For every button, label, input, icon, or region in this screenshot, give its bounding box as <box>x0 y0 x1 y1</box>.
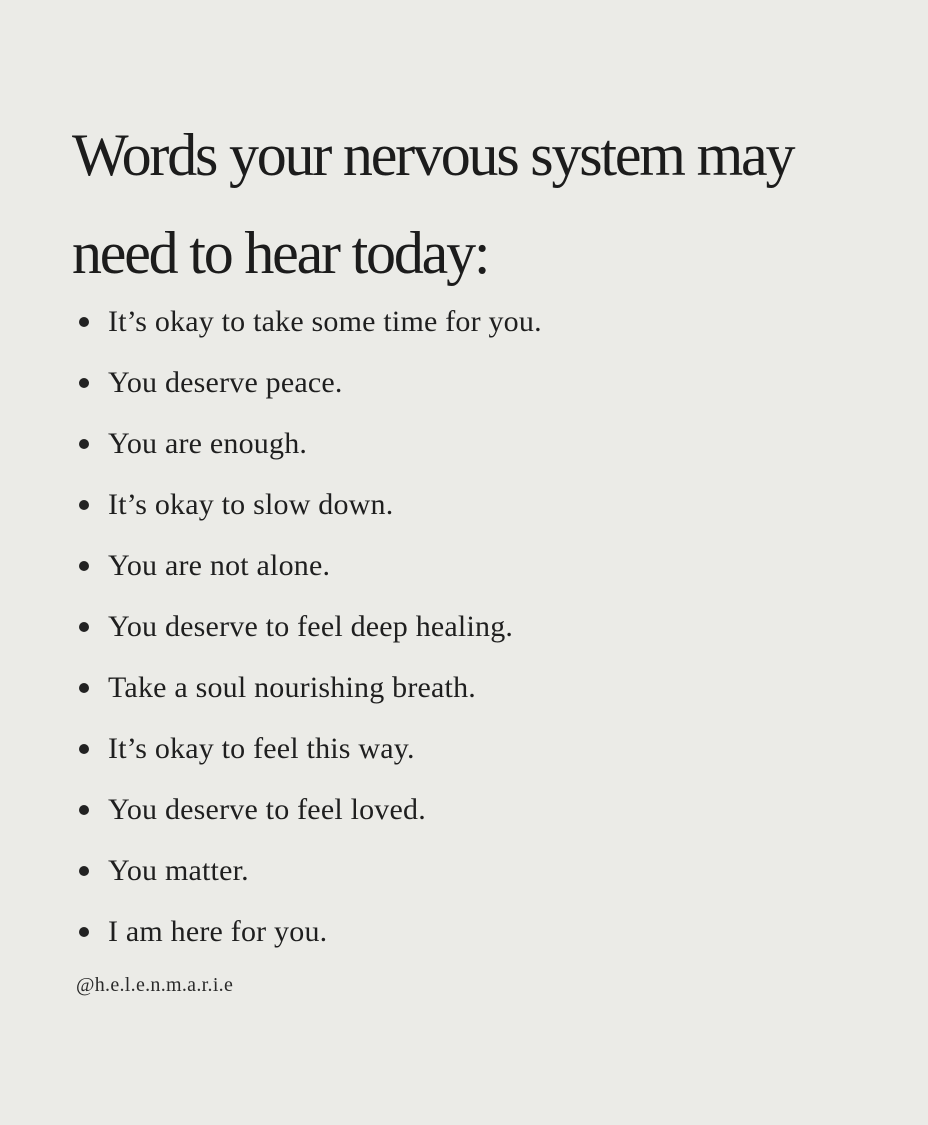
list-item-text: You are not alone. <box>108 549 331 582</box>
list-item <box>76 291 542 352</box>
list-item-text: Take a soul nourishing breath. <box>108 671 476 704</box>
bullet-icon <box>79 317 89 327</box>
list-item <box>76 474 542 535</box>
list-item-text: It’s okay to feel this way. <box>108 732 415 765</box>
bullet-icon <box>79 866 89 876</box>
bullet-icon <box>79 927 89 937</box>
list-item <box>76 352 542 413</box>
list-item-text: You deserve peace. <box>108 366 343 399</box>
list-item <box>76 901 542 962</box>
list-item-text: It’s okay to take some time for you. <box>108 305 542 338</box>
author-handle: @h.e.l.e.n.m.a.r.i.e <box>76 974 234 996</box>
list-item-text: You deserve to feel loved. <box>108 793 426 826</box>
list-item <box>76 840 542 901</box>
bullet-icon <box>79 744 89 754</box>
list-item <box>76 718 542 779</box>
bullet-icon <box>79 561 89 571</box>
list-item-text: You are enough. <box>108 427 308 460</box>
bullet-icon <box>79 622 89 632</box>
list-item-text: It’s okay to slow down. <box>108 488 394 521</box>
list-item <box>76 779 542 840</box>
list-item-text: I am here for you. <box>108 915 328 948</box>
page-title: Words your nervous system may need to hear today: <box>72 122 794 286</box>
list-item <box>76 596 542 657</box>
list-item <box>76 413 542 474</box>
bullet-icon <box>79 805 89 815</box>
affirmation-list <box>76 291 542 962</box>
bullet-icon <box>79 439 89 449</box>
bullet-icon <box>79 683 89 693</box>
list-item-text: You deserve to feel deep healing. <box>108 610 514 643</box>
bullet-icon <box>79 378 89 388</box>
bullet-icon <box>79 500 89 510</box>
list-item <box>76 535 542 596</box>
list-item <box>76 657 542 718</box>
list-item-text: You matter. <box>108 854 249 887</box>
